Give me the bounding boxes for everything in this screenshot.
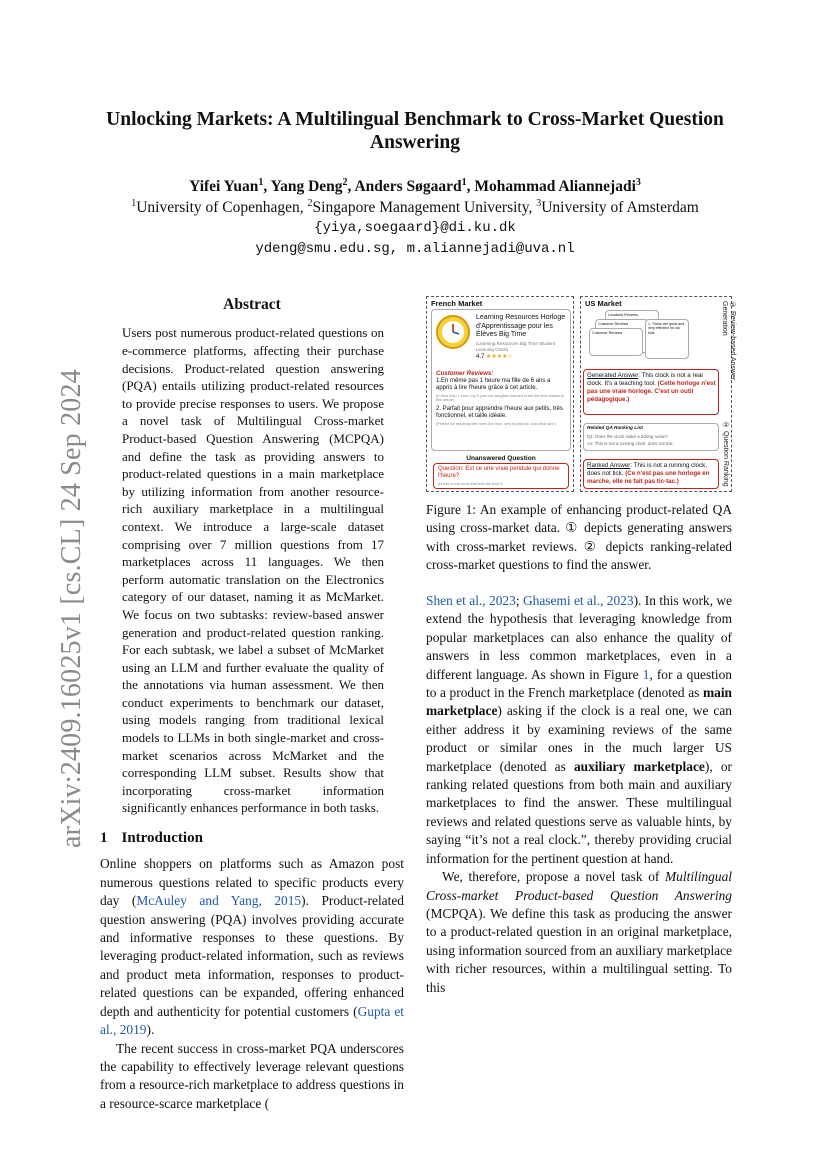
product-card	[431, 309, 571, 451]
reviews-label: Customer Reviews:	[436, 370, 494, 377]
intro-paragraph-2-start	[100, 1040, 404, 1114]
us-review-card-4	[645, 319, 689, 359]
us-market-box	[580, 296, 736, 492]
us-card-label: Localized Reviews	[608, 313, 638, 317]
section-number: 1	[100, 830, 108, 847]
affiliation-sup: 1	[131, 197, 137, 209]
unanswered-label: Unanswered Question	[466, 455, 536, 462]
review-1-translation: (In less than 1 hour, my 6 year old daughter learned to tell the time thanks to this article)	[436, 394, 565, 403]
question-text: Question: Est ce une vraie pendule qui donne l'heure?	[438, 466, 560, 480]
generated-label: Generated Answer	[587, 372, 639, 379]
text-run-italic: Multilingual Cross-market Product-based Question Answering	[426, 869, 732, 903]
generated-translation: (Cette horloge n'est pas une vraie horloge. C'est un outil pédagogique.)	[587, 380, 716, 403]
right-column	[426, 592, 732, 997]
ranking-answer: A1: This is not a running clock, does not tick.	[587, 441, 674, 446]
ranked-answer	[587, 462, 717, 486]
paper-title: Unlocking Markets: A Multilingual Benchmark to Cross-Market Question Answering	[106, 109, 724, 153]
affiliation-sup: 2	[307, 197, 313, 209]
author: Mohammad Aliannejadi	[474, 178, 636, 195]
intro-paragraph-3	[426, 868, 732, 997]
french-market-label: French Market	[431, 299, 483, 308]
review-2-translation: (Perfect for teaching little ones the time, very functional, and ideal size.)	[436, 422, 557, 426]
intro-paragraph-2-cont	[426, 592, 732, 868]
abstract-text: Users post numerous product-related questions on e-commerce platforms, affecting their purchase decisions. Product-related question answering (PQA) entails utilizing product-related resources to provide precise responses to users. We propose a novel task of Multilingual Cross-market Product-based Question Answering (MCPQA) and define the task as providing answers to product-related questions in a main marketplace by utilizing information from another resource-rich auxiliary marketplace in a multilingual context. We introduce a large-scale dataset comprising over 7 million questions from 17 marketplaces across 11 languages. We then perform automatic translation on the Electronics category of our dataset, naming it as McMarket. We focus on two subtasks: review-based answer generation and product-related question ranking. For each subtask, we label a subset of McMarket using an LLM and further evaluate the quality of the annotations via human assessment. We then conduct experiments to benchmark our dataset, using models ranging from traditional lexical models to LLMs in both single-market and cross-market scenarios across McMarket and the corresponding LLM subset. Results show that incorporating cross-market information significantly enhances performance in both tasks.	[122, 325, 384, 816]
arxiv-stamp	[10, 368, 87, 848]
affiliation-sup: 3	[536, 197, 542, 209]
text-run: (MCPQA). We define this task as producing the answer to a product-related question in an original marketplace, using information sourced from an auxiliary marketplace with richer resources, within a multilingual setting. To this	[426, 905, 732, 995]
generated-answer-card	[583, 369, 719, 415]
ranked-answer-card	[583, 459, 719, 489]
rating-value: 4.7	[476, 354, 485, 360]
affiliation: University of Copenhagen,	[136, 199, 304, 216]
figure-caption: Figure 1: An example of enhancing product-related QA using cross-market data. ① depicts generating answers with cross-market reviews. ② depicts ranking-related cross-market questions to find the answer.	[426, 502, 732, 573]
text-run: ) asking if the clock is a real one, we can either address it by examining reviews of the same product or similar ones in the much larger US marketplace (denoted as	[426, 703, 732, 774]
text-run: Online shoppers on platforms such as Amazon post numerous questions related to specific products every day (	[100, 856, 404, 909]
text-run: ).	[146, 1022, 155, 1038]
affiliation: University of Amsterdam	[541, 199, 699, 216]
ranked-label: Ranked Answer	[587, 462, 631, 469]
review-2: 2. Parfait pour apprendre l'heure aux petits, très fonctionnel, et taille idéale.	[436, 406, 563, 420]
author-block	[90, 176, 740, 260]
author-sup: 3	[635, 176, 641, 188]
text-run: ;	[515, 593, 523, 608]
clock-icon	[435, 314, 471, 350]
citation-link[interactable]: Gupta et al., 2019	[100, 1003, 404, 1038]
citation-link[interactable]: Shen et al., 2023	[426, 593, 516, 608]
affiliations	[90, 197, 740, 218]
star-icons: ★★★★☆	[486, 354, 513, 360]
author-sup: 1	[258, 176, 264, 188]
text-run: ). Product-related question answering (PQA) involves providing accurate and informative responses to these questions. By leveraging product-related information, such as reviews and product meta information, responses to product-related questions can be expanded, offering enhanced depth and authenticity for potential customers (	[100, 893, 404, 1019]
text-run: The recent success in cross-market PQA underscores the capability to effectively leverage relevant questions from a resource-rich marketplace to address questions in a resource-scarce marketplace (	[100, 1040, 404, 1111]
us-review-card-3	[589, 328, 643, 356]
affiliation: Singapore Management University,	[312, 199, 533, 216]
side-label-ranking: ② Question Ranking	[722, 421, 729, 487]
left-column	[100, 296, 404, 1113]
email-line-1: {yiya,soegaard}@di.ku.dk	[314, 220, 516, 236]
side-label-generation: ① Review-based Answer Generation	[721, 301, 736, 381]
generated-text: : This clock is not a real clock. It's a teaching tool.	[587, 372, 703, 387]
question-card	[433, 463, 569, 489]
us-card-label: Customer Reviews	[592, 331, 623, 335]
author: Yang Deng	[270, 178, 343, 195]
review-1: 1.En même pas 1 heure ma fille de 6 ans a appris à lire l'heure grâce à cet article.	[436, 378, 551, 392]
citation-link[interactable]: Ghasemi et al., 2023	[522, 593, 634, 608]
text-run-bold: auxiliary marketplace	[573, 758, 705, 774]
generated-answer	[587, 372, 717, 404]
author: Anders Søgaard	[354, 178, 462, 195]
question-translation: (Is this a real clock that tells the time?)	[438, 482, 503, 486]
abstract-title: Abstract	[223, 296, 281, 313]
french-market-box	[426, 296, 574, 492]
intro-paragraph-1	[100, 855, 404, 1039]
author-sup: 1	[461, 176, 467, 188]
text-run-bold: main marketplace	[426, 685, 732, 719]
author: Yifei Yuan	[189, 178, 259, 195]
product-subtitle: (Learning Resources Big Time Student Learning Clock)	[476, 341, 555, 352]
us-market-label: US Market	[585, 299, 622, 308]
text-run: , for a question to a product in the French marketplace (denoted as	[426, 666, 733, 701]
citation-link[interactable]: McAuley and Yang, 2015	[136, 893, 302, 909]
figure-1	[426, 296, 736, 494]
ranked-text: : This is not a running clock, does not tick.	[587, 462, 707, 477]
product-rating	[476, 353, 513, 360]
author-names: Yifei Yuan$^1$, Yang Deng$^2$, Anders Søgaard$^1$, Mohammad Aliannejadi$^3$	[189, 176, 641, 195]
ranked-translation: (Ce n'est pas une horloge en marche, elle ne fait pas tic-tac.)	[587, 470, 710, 485]
ranking-label: Related QA Ranking List	[587, 426, 643, 431]
text-run: ), or ranking related questions from both main and auxiliary marketplaces to find the answer. These multilingual reviews and related questions serve as valuable hints, by saying “it’s not a real clock.”, thereby providing crucial information for the pertinent question at hand.	[426, 758, 732, 866]
us-card-label: Customer Reviews	[598, 322, 629, 326]
product-title: Learning Resources Horloge d'Apprentissage pour les Élèves Big Time	[476, 314, 566, 339]
section-heading	[100, 829, 404, 847]
section-title: Introduction	[121, 830, 203, 847]
ranking-question: Q1: Does the clock make a ticking noise?	[587, 434, 668, 439]
text-run: ). In this work, we extend the hypothesis that leveraging knowledge from popular marketplaces can also enhance the quality of answers in less common marketplaces, even in a different language. As shown in Figure	[426, 593, 732, 682]
arxiv-id: arXiv:2409.16025v1 [cs.CL] 24 Sep 2024	[56, 369, 87, 848]
figure-ref-link[interactable]: 1	[642, 666, 650, 682]
text-run: We, therefore, propose a novel task of	[442, 869, 666, 885]
email-line-2: ydeng@smu.edu.sg, m.aliannejadi@uva.nl	[255, 241, 575, 257]
us-card-text: 1. These are great and very effective for our kids.	[648, 322, 685, 335]
author-sup: 2	[342, 176, 348, 188]
ranking-list-card	[583, 423, 719, 451]
